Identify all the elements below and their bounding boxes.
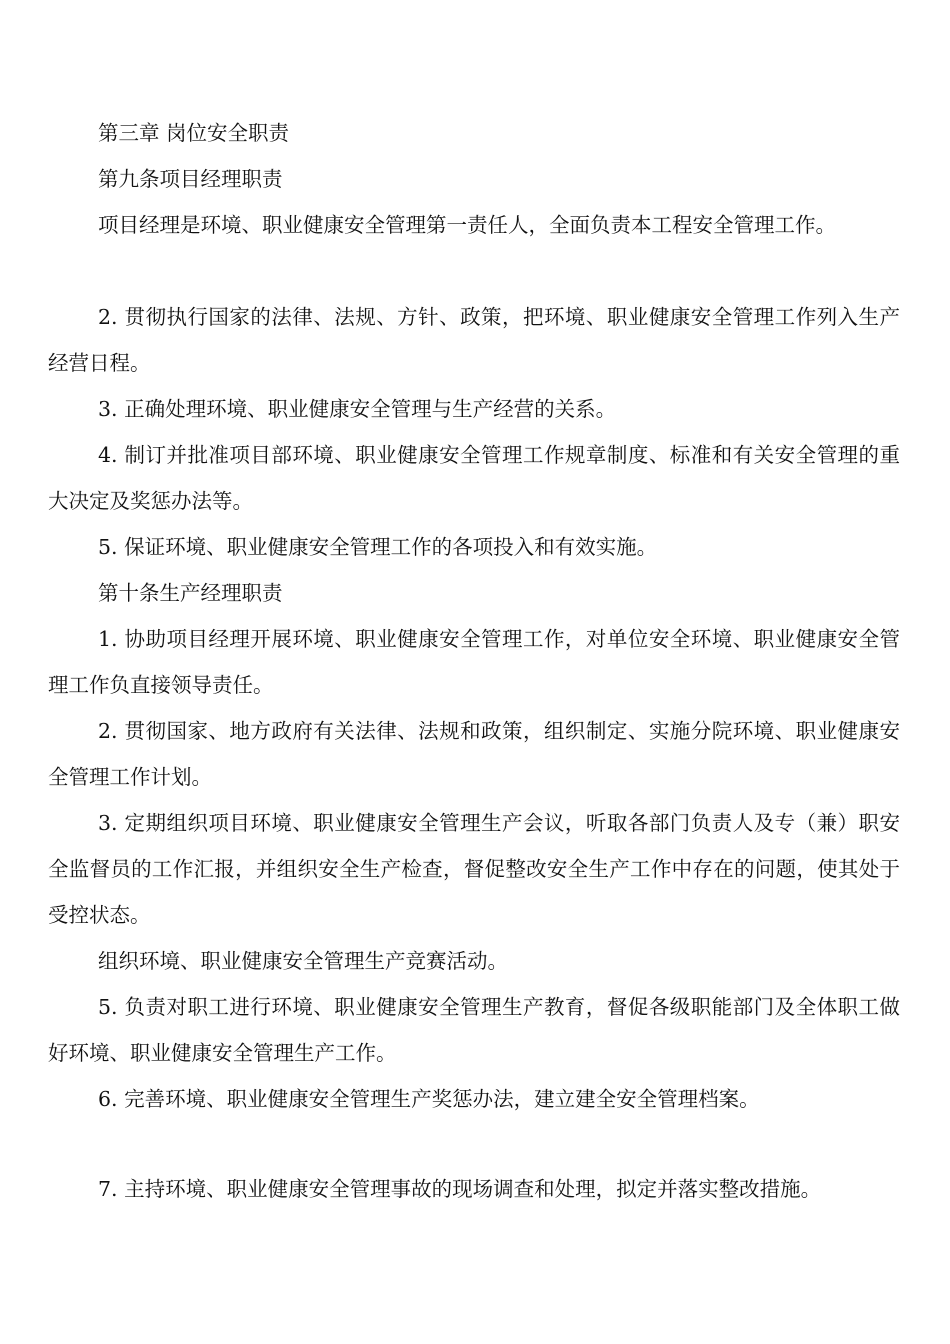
chapter-heading: 第三章 岗位安全职责 bbox=[98, 121, 290, 145]
article-9-item-intro: 项目经理是环境、职业健康安全管理第一责任人，全面负责本工程安全管理工作。 bbox=[98, 213, 836, 237]
article-10-item-6: 6. 完善环境、职业健康安全管理生产奖惩办法，建立建全安全管理档案。 bbox=[98, 1087, 760, 1111]
article-10-item-2: 2. 贯彻国家、地方政府有关法律、法规和政策，组织制定、实施分院环境、职业健康安全管理工作计划。 bbox=[48, 719, 900, 789]
article-10-item-5: 5. 负责对职工进行环境、职业健康安全管理生产教育，督促各级职能部门及全体职工做好环境、职业健康安全管理生产工作。 bbox=[48, 995, 900, 1065]
article-10-item-3: 3. 定期组织项目环境、职业健康安全管理生产会议，听取各部门负责人及专（兼）职安全监督员的工作汇报，并组织安全生产检查，督促整改安全生产工作中存在的问题，使其处于受控状态。 bbox=[48, 811, 900, 927]
article-10-item-7: 7. 主持环境、职业健康安全管理事故的现场调查和处理，拟定并落实整改措施。 bbox=[98, 1177, 822, 1201]
article-10-item-4: 组织环境、职业健康安全管理生产竞赛活动。 bbox=[98, 949, 508, 973]
article-10-item-1: 1. 协助项目经理开展环境、职业健康安全管理工作，对单位安全环境、职业健康安全管理工作负直接领导责任。 bbox=[48, 627, 900, 697]
article-9-item-4: 4. 制订并批准项目部环境、职业健康安全管理工作规章制度、标准和有关安全管理的重大决定及奖惩办法等。 bbox=[48, 443, 900, 513]
article-9-heading: 第九条项目经理职责 bbox=[98, 167, 283, 191]
article-9-item-3: 3. 正确处理环境、职业健康安全管理与生产经营的关系。 bbox=[98, 397, 617, 421]
article-9-item-5: 5. 保证环境、职业健康安全管理工作的各项投入和有效实施。 bbox=[98, 535, 658, 559]
article-10-heading: 第十条生产经理职责 bbox=[98, 581, 283, 605]
article-9-item-2: 2. 贯彻执行国家的法律、法规、方针、政策，把环境、职业健康安全管理工作列入生产经营日程。 bbox=[48, 305, 900, 375]
